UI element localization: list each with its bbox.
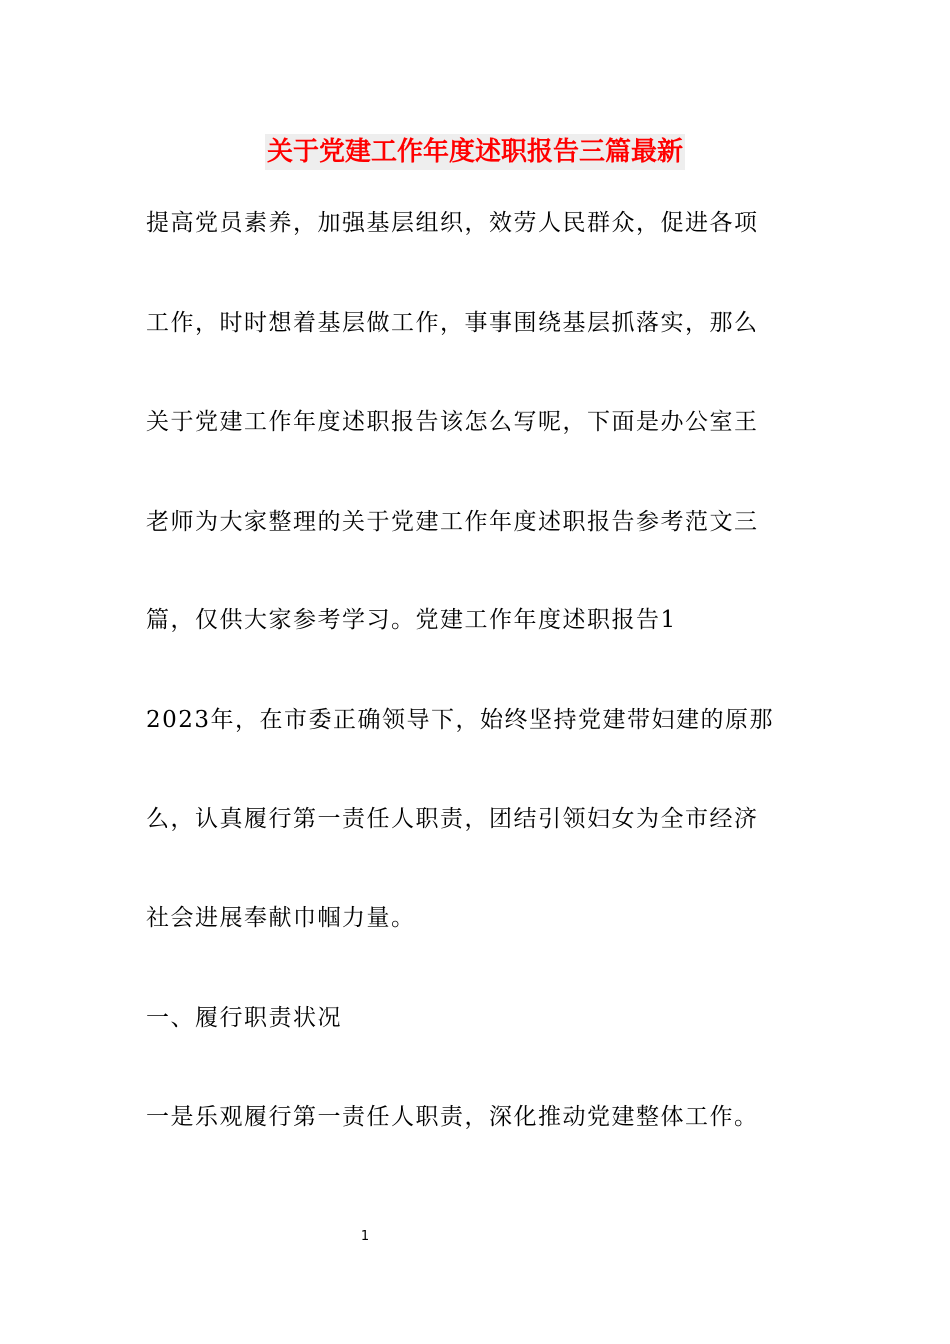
paragraph-line-2: 工作，时时想着基层做工作，事事围绕基层抓落实，那么 — [146, 310, 759, 336]
document-title: 关于党建工作年度述职报告三篇最新 — [265, 134, 685, 170]
paragraph-line-3: 关于党建工作年度述职报告该怎么写呢，下面是办公室王 — [146, 409, 759, 435]
section-heading: 一、履行职责状况 — [146, 1005, 342, 1031]
paragraph-line-8: 社会进展奉献巾帼力量。 — [146, 905, 416, 931]
paragraph-line-5: 篇，仅供大家参考学习。党建工作年度述职报告1 — [146, 607, 677, 633]
paragraph-line-10: 一是乐观履行第一责任人职责，深化推动党建整体工作。 — [146, 1104, 759, 1130]
title-container — [0, 134, 950, 170]
paragraph-line-6: 2023年，在市委正确领导下，始终坚持党建带妇建的原那 — [146, 707, 775, 733]
page-number: 1 — [360, 1229, 370, 1244]
paragraph-line-4: 老师为大家整理的关于党建工作年度述职报告参考范文三 — [146, 509, 759, 535]
paragraph-line-1: 提高党员素养，加强基层组织，效劳人民群众，促进各项 — [146, 210, 759, 236]
paragraph-line-7: 么，认真履行第一责任人职责，团结引领妇女为全市经济 — [146, 806, 759, 832]
